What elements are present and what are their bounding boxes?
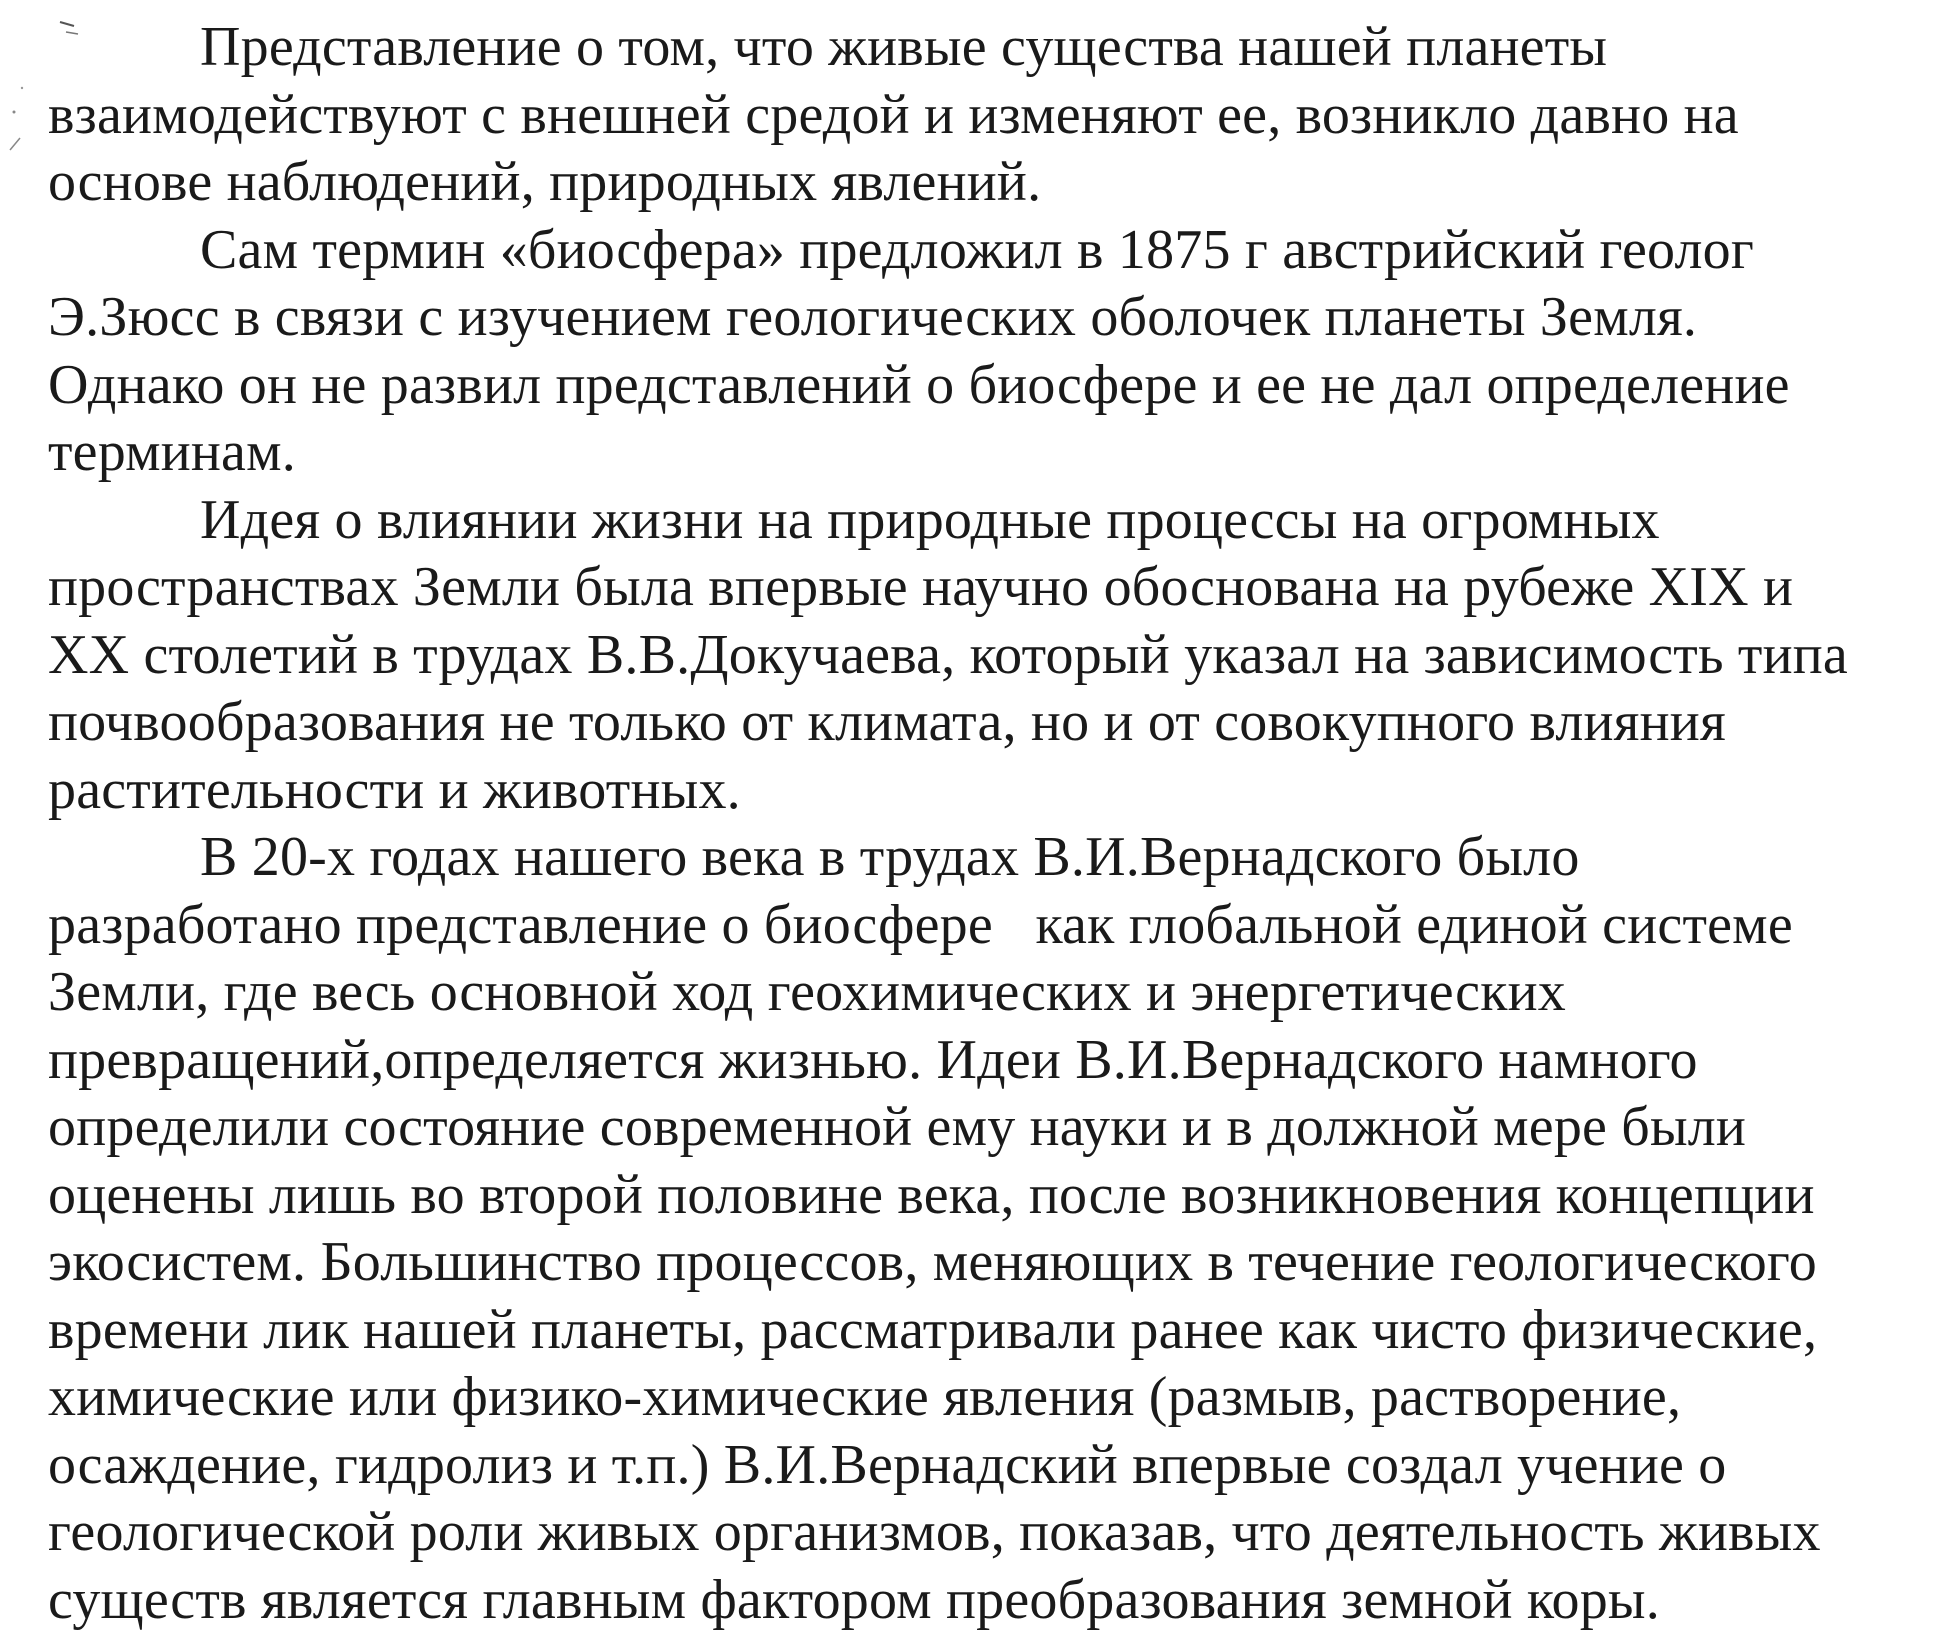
text-line: пространствах Земли была впервые научно обоснована на рубеже XIX и (48, 554, 1918, 622)
speck-mark (21, 87, 23, 89)
text-line: Э.Зюсс в связи с изучением геологических оболочек планеты Земля. (48, 284, 1918, 352)
text-line: осаждение, гидролиз и т.п.) В.И.Вернадский впервые создал учение о (48, 1432, 1918, 1500)
text-line: В 20-х годах нашего века в трудах В.И.Вернадского было (48, 824, 1918, 892)
text-line: растительности и животных. (48, 757, 1918, 825)
paragraph-1 (48, 14, 1918, 217)
document-body (48, 14, 1918, 1634)
text-line: Сам термин «биосфера» предложил в 1875 г австрийский геолог (48, 217, 1918, 285)
text-line: оценены лишь во второй половине века, после возникновения концепции (48, 1162, 1918, 1230)
text-line: существ является главным фактором преобразования земной коры. (48, 1567, 1918, 1634)
speck-mark (10, 138, 20, 150)
text-line: Однако он не развил представлений о биосфере и ее не дал определение (48, 352, 1918, 420)
paragraph-4 (48, 824, 1918, 1634)
text-line: разработано представление о биосфере как глобальной единой системе (48, 892, 1918, 960)
text-line: Земли, где весь основной ход геохимических и энергетических (48, 959, 1918, 1027)
text-line: Представление о том, что живые существа нашей планеты (48, 14, 1918, 82)
paragraph-3 (48, 487, 1918, 825)
text-line: геологической роли живых организмов, показав, что деятельность живых (48, 1499, 1918, 1567)
text-line: основе наблюдений, природных явлений. (48, 149, 1918, 217)
text-line: терминам. (48, 419, 1918, 487)
speck-mark (13, 111, 16, 114)
text-line: взаимодействуют с внешней средой и изменяют ее, возникло давно на (48, 82, 1918, 150)
paragraph-2 (48, 217, 1918, 487)
text-line: времени лик нашей планеты, рассматривали ранее как чисто физические, (48, 1297, 1918, 1365)
text-line: почвообразования не только от климата, но и от совокупного влияния (48, 689, 1918, 757)
text-line: химические или физико-химические явления (размыв, растворение, (48, 1364, 1918, 1432)
text-line: экосистем. Большинство процессов, меняющих в течение геологического (48, 1229, 1918, 1297)
text-line: определили состояние современной ему науки и в должной мере были (48, 1094, 1918, 1162)
text-line: превращений,определяется жизнью. Идеи В.И.Вернадского намного (48, 1027, 1918, 1095)
text-line: Идея о влиянии жизни на природные процессы на огромных (48, 487, 1918, 555)
text-line: XX столетий в трудах В.В.Докучаева, который указал на зависимость типа (48, 622, 1918, 690)
